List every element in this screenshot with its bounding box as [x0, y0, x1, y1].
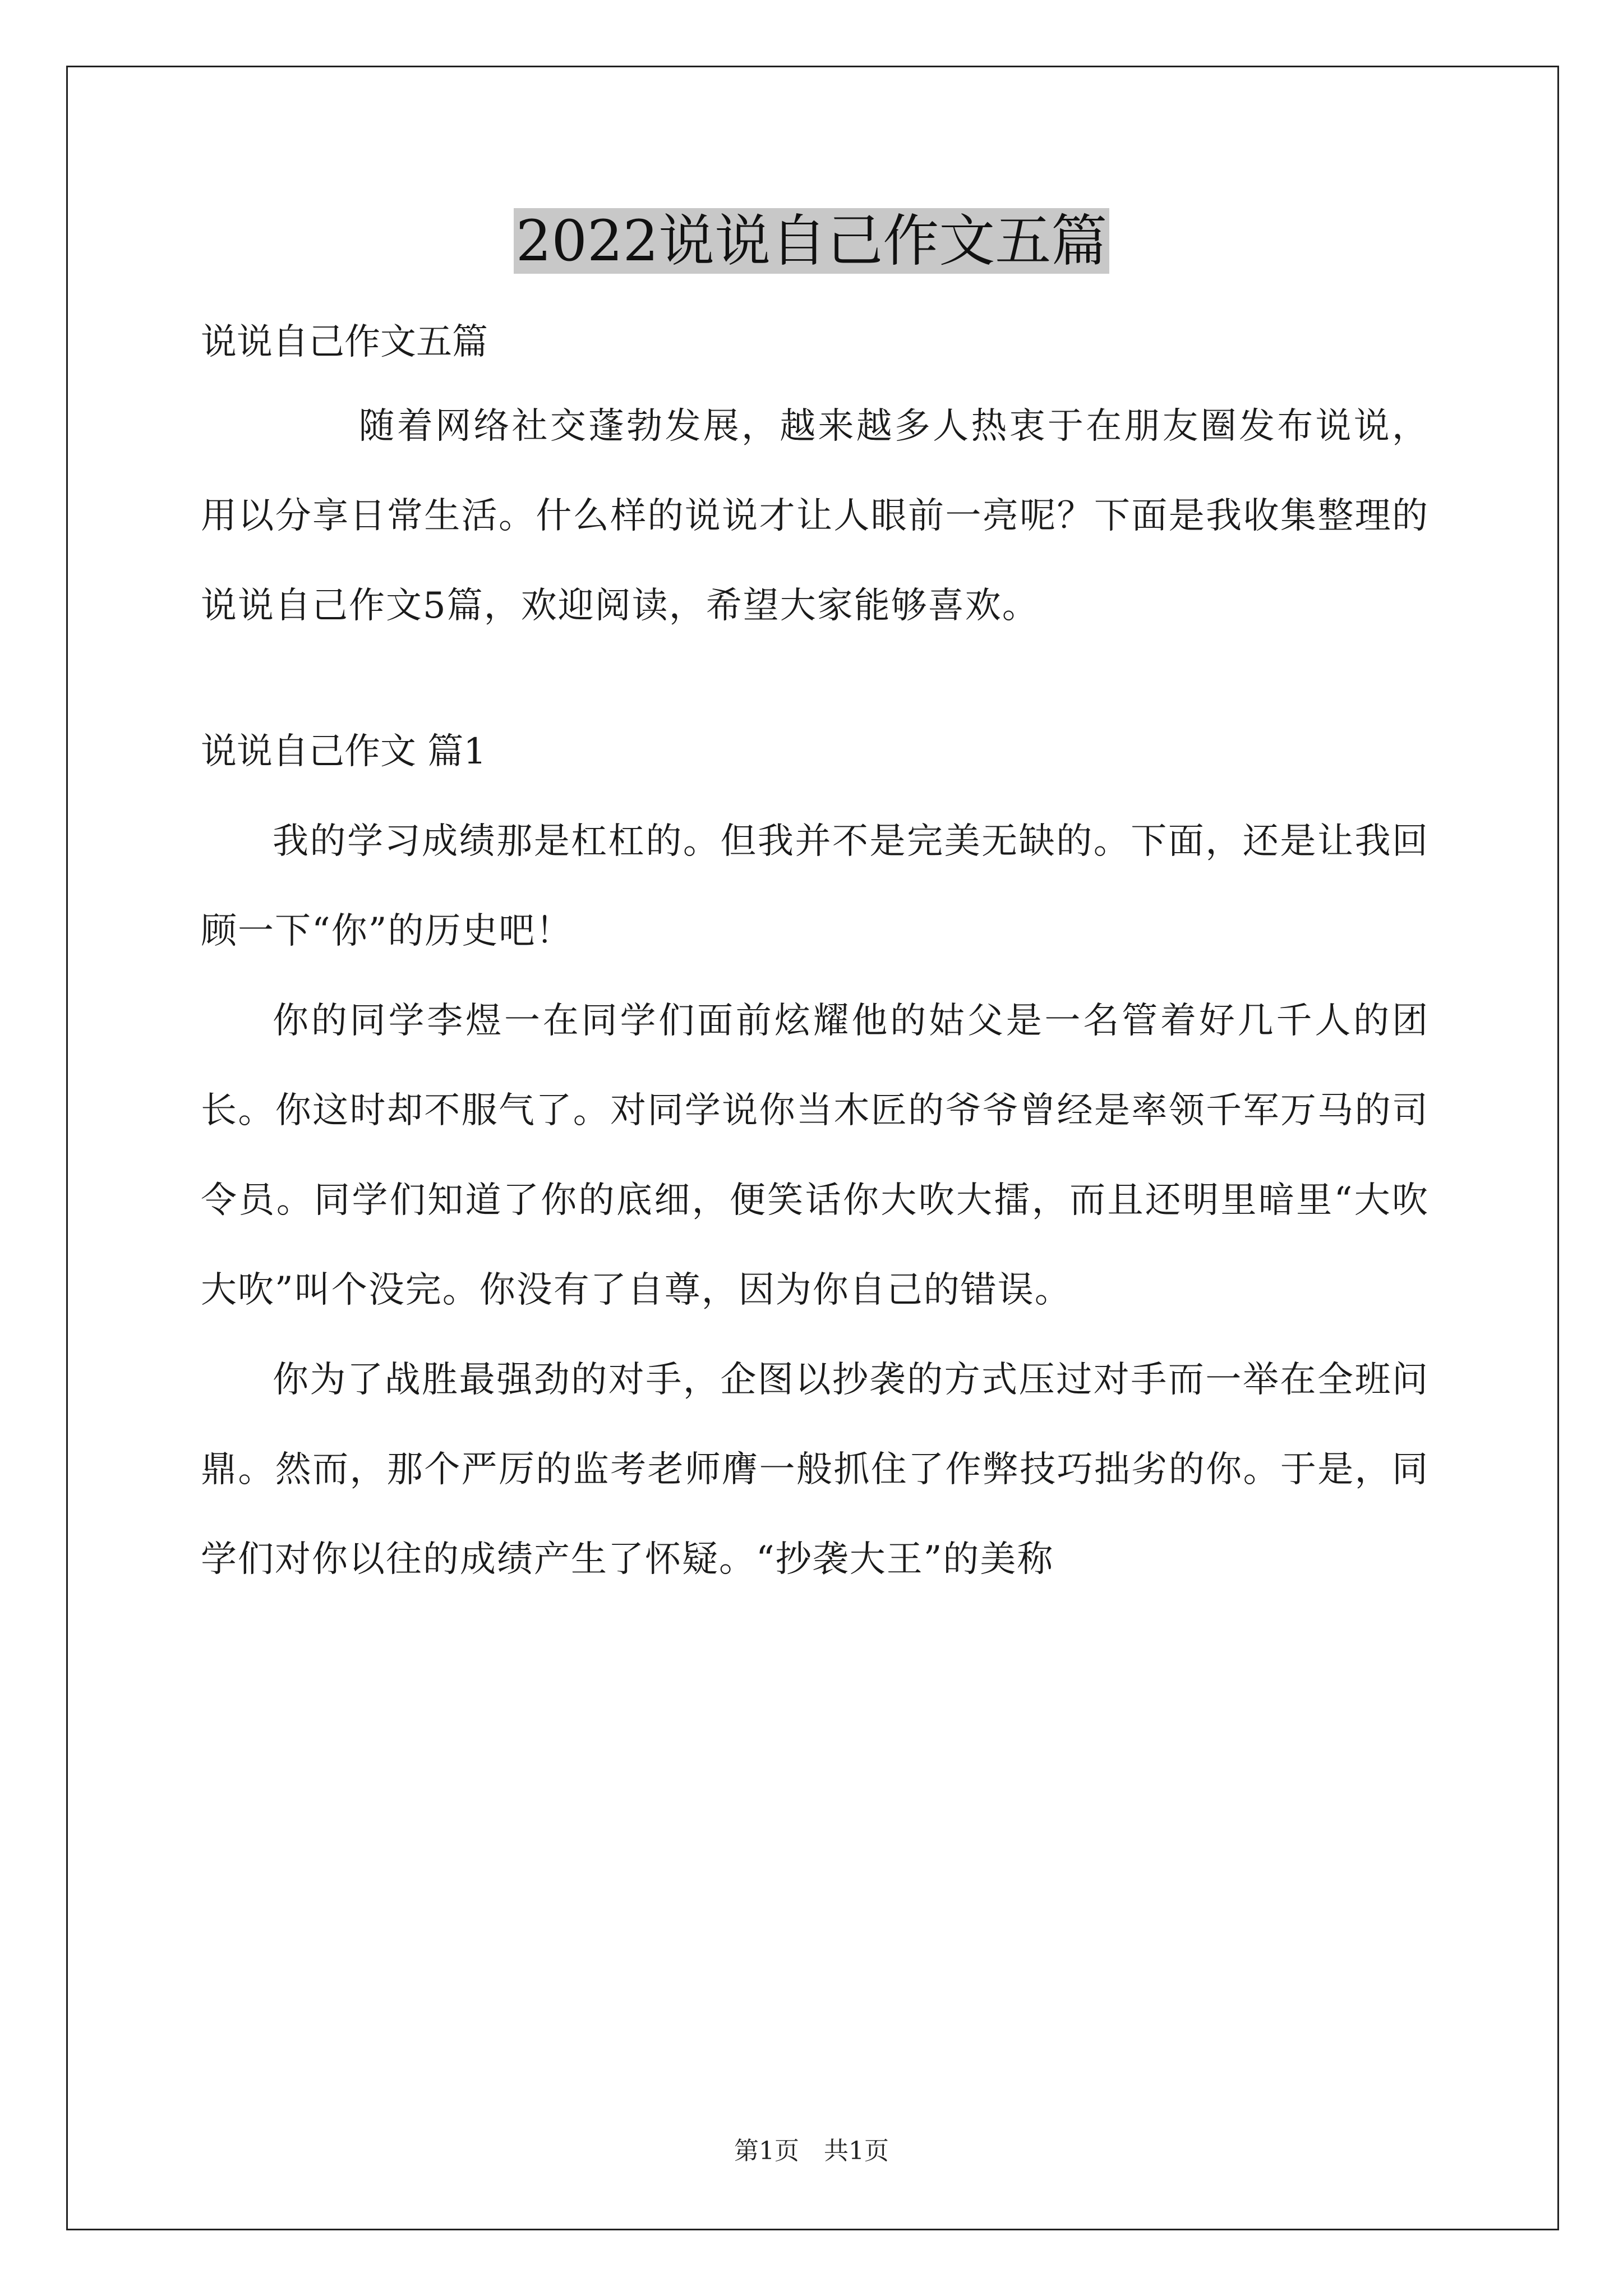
intro-paragraph: 随着网络社交蓬勃发展，越来越多人热衷于在朋友圈发布说说，用以分享日常生活。什么样的说说才让人眼前一亮呢？下面是我收集整理的说说自己作文5篇，欢迎阅读，希望大家能够喜欢。	[201, 406, 1429, 627]
section-heading: 说说自己作文 篇1	[201, 731, 487, 772]
document-body	[201, 303, 1429, 1604]
page-footer: 第1页 共1页	[734, 2137, 889, 2165]
section-paragraph: 你为了战胜最强劲的对手，企图以抄袭的方式压过对手而一举在全班问鼎。然而，那个严厉的监考老师膺一般抓住了作弊技巧拙劣的你。于是，同学们对你以往的成绩产生了怀疑。“抄袭大王”的美称	[201, 1359, 1429, 1580]
section-paragraph: 你的同学李煜一在同学们面前炫耀他的姑父是一名管着好几千人的团长。你这时却不服气了。对同学说你当木匠的爷爷曾经是率领千军万马的司令员。同学们知道了你的底细，便笑话你大吹大擂，而且还明里暗里“大吹大吹”叫个没完。你没有了自尊，因为你自己的错误。	[201, 1000, 1429, 1311]
section-paragraph: 我的学习成绩那是杠杠的。但我并不是完美无缺的。下面，还是让我回顾一下“你”的历史吧！	[201, 821, 1429, 952]
document-title-text: 2022说说自己作文五篇	[514, 208, 1110, 274]
document-title	[0, 203, 1623, 279]
document-subtitle: 说说自己作文五篇	[201, 321, 488, 363]
